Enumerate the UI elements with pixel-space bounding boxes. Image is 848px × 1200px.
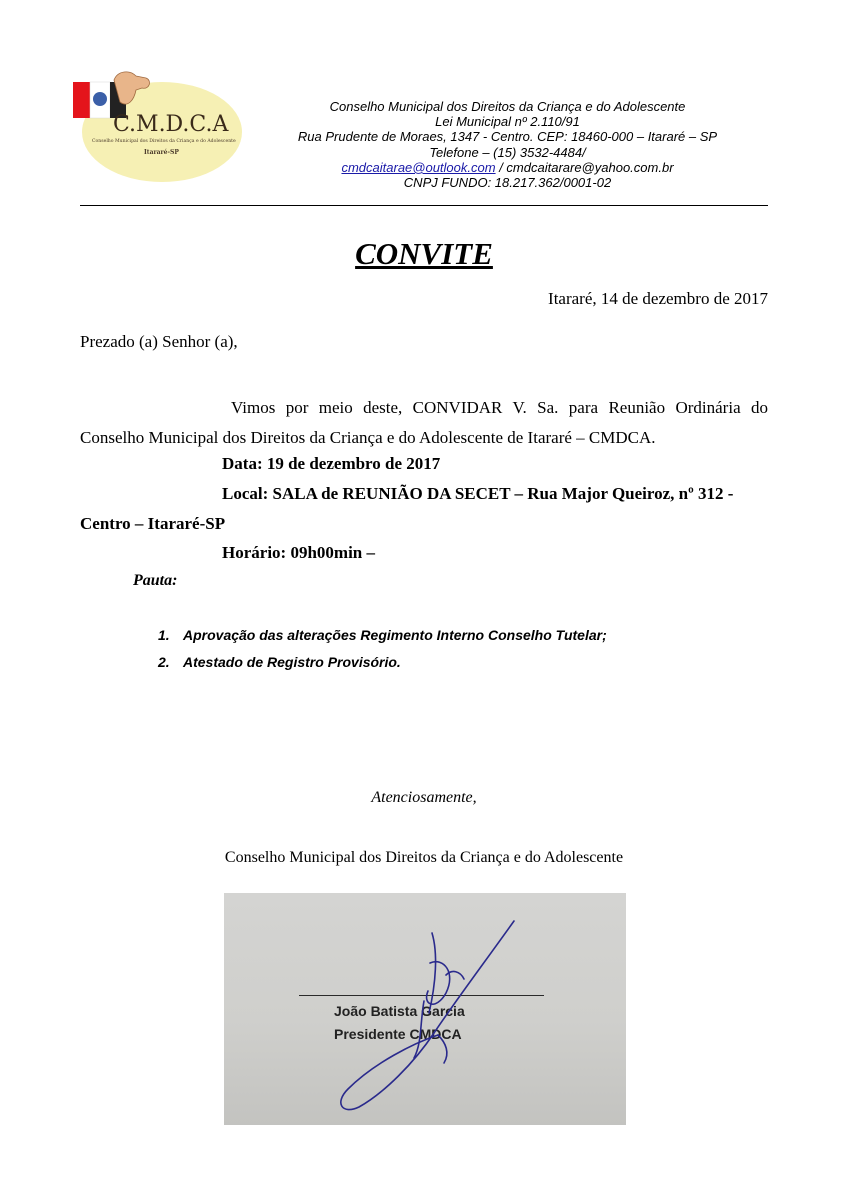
agenda-list	[158, 626, 607, 680]
email-yahoo: cmdcaitarare@yahoo.com.br	[506, 159, 674, 175]
meeting-location-cont: Centro – Itararé-SP	[80, 514, 226, 533]
signatory-council: Conselho Municipal dos Direitos da Criança e do Adolescente	[224, 849, 624, 866]
header-emails	[290, 160, 725, 175]
email-separator: /	[495, 159, 507, 175]
paragraph-line-2: Conselho Municipal dos Direitos da Criança e do Adolescente de Itararé – CMDCA.	[80, 428, 656, 447]
closing: Atenciosamente,	[371, 789, 477, 806]
signatory-name: João Batista Garcia	[334, 1003, 465, 1019]
header-address: Rua Prudente de Moraes, 1347 - Centro. CEP: 18460-000 – Itararé – SP	[297, 129, 718, 145]
list-item-text: Aprovação das alterações Regimento Interno Conselho Tutelar;	[183, 627, 607, 643]
list-item	[158, 626, 607, 653]
header-divider	[80, 205, 768, 206]
cmdca-logo	[70, 68, 245, 188]
meeting-time: Horário: 09h00min –	[222, 543, 375, 562]
list-item-number: 1.	[158, 627, 170, 643]
letterhead	[290, 99, 725, 190]
list-item-number: 2.	[158, 654, 170, 670]
signatory-role: Presidente CMDCA	[334, 1026, 462, 1042]
logo-flag-crest	[93, 92, 107, 106]
signature-photo	[224, 893, 626, 1125]
header-law: Lei Municipal nº 2.110/91	[435, 114, 580, 130]
list-item	[158, 653, 607, 680]
header-phone: Telefone – (15) 3532-4484/	[429, 144, 586, 160]
invitation-paragraph	[80, 393, 768, 453]
header-cnpj: CNPJ FUNDO: 18.217.362/0001-02	[403, 175, 612, 191]
paragraph-line-1: Vimos por meio deste, CONVIDAR V. Sa. para Reunião Ordinária do	[231, 398, 768, 417]
logo-flag-red	[73, 82, 90, 118]
meeting-location: Local: SALA de REUNIÃO DA SECET – Rua Major Queiroz, nº 312 -	[222, 484, 734, 503]
header-council-name: Conselho Municipal dos Direitos da Criança e do Adolescente	[329, 99, 686, 114]
list-item-text: Atestado de Registro Provisório.	[183, 654, 401, 670]
document-title: CONVITE	[355, 236, 493, 271]
handwritten-signature	[224, 893, 626, 1125]
date-line: Itararé, 14 de dezembro de 2017	[548, 289, 768, 308]
logo-city: Itararé-SP	[144, 149, 179, 156]
meeting-date: Data: 19 de dezembro de 2017	[222, 454, 441, 473]
logo-subtitle: Conselho Municipal dos Direitos da Criança e do Adolescente	[92, 139, 236, 144]
salutation: Prezado (a) Senhor (a),	[80, 332, 238, 351]
logo-acronym: C.M.D.C.A	[113, 112, 229, 137]
email-link-outlook[interactable]: cmdcaitarae@outlook.com	[341, 159, 496, 175]
agenda-label: Pauta:	[133, 572, 178, 589]
